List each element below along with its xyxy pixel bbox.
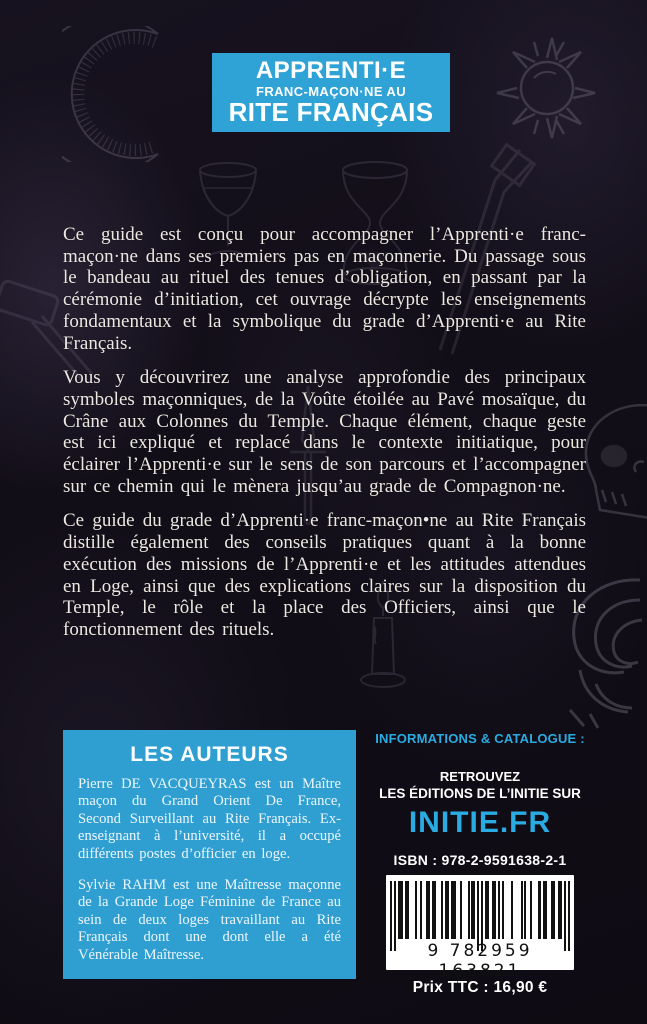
blurb-paragraph-1: Ce guide est conçu pour accompagner l’Apprenti·e franc-maçon·ne dans ses premiers pas en maçonnerie. Du passage sous le bandeau au rituel des tenues d’obligation, en passant par la cérémonie d’initiation, cet ouvrage décrypte les enseignements fondamentaux et la symbolique du grade d’Apprenti·e au Rite Français. — [63, 224, 586, 354]
publisher-website: INITIE.FR — [408, 806, 552, 839]
barcode-bars — [386, 881, 574, 939]
info-line-1: RETROUVEZ — [439, 769, 521, 784]
authors-heading: LES AUTEURS — [130, 743, 289, 766]
isbn-text: ISBN : 978-2-9591638-2-1 — [393, 852, 567, 868]
title-badge — [212, 53, 450, 132]
author-bio-pierre: Pierre DE VACQUEYRAS est un Maître maçon du Grand Orient De France, Second Surveillant au Rite Français. Ex-enseignant à l’université, il a occupé différents postes d’officier en loge. — [78, 776, 341, 862]
blurb-paragraph-3: Ce guide du grade d’Apprenti·e franc-maçon•ne au Rite Français distille également des conseils pratiques quant à la bonne exécution des missions de l’Apprenti·e et les attitudes attendues en Loge, ainsi que des explications claires sur la disposition du Temple, le rôle et la place des Officiers, ainsi que le fonctionnement des rituels. — [63, 510, 586, 640]
author-bio-sylvie: Sylvie RAHM est une Maîtresse maçonne de la Grande Loge Féminine de France au sein de deux loges travaillant au Rite Français dont une dont elle a été Vénérable Maîtresse. — [78, 877, 341, 963]
barcode-digits: 9 782959 163821 — [427, 941, 533, 981]
blurb-paragraph-2: Vous y découvrirez une analyse approfondie des principaux symboles maçonniques, de la Voûte étoilée au Pavé mosaïque, du Crâne aux Colonnes du Temple. Chaque élément, chaque geste est ici expliqué et replacé dans le contexte initiatique, pour éclairer l’Apprenti·e sur le sens de son parcours et l’accompagner sur ce chemin qui le mènera jusqu’au grade de Compagnon·ne. — [63, 367, 586, 497]
info-label: INFORMATIONS & CATALOGUE : — [375, 731, 585, 746]
authors-box — [63, 730, 356, 979]
sun-icon — [486, 24, 608, 152]
price-text: Prix TTC : 16,90 € — [412, 979, 548, 996]
blurb — [63, 224, 586, 654]
info-line-2: LES ÉDITIONS DE L’INITIE SUR — [379, 786, 581, 801]
title-line-1: APPRENTI·E — [255, 57, 407, 85]
title-line-2: FRANC-MAÇON·NE AU — [255, 83, 407, 99]
info-column — [372, 731, 588, 997]
crescent-moon-icon — [62, 26, 182, 162]
title-line-3: RITE FRANÇAIS — [228, 97, 434, 128]
barcode — [386, 875, 574, 981]
